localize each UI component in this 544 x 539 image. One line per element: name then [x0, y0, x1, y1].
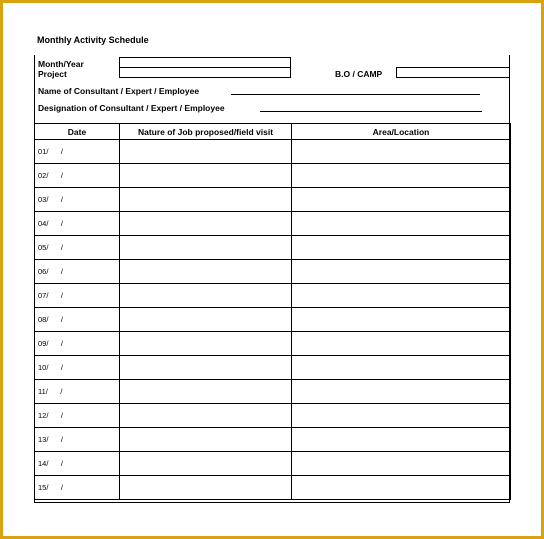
location-cell[interactable]	[292, 404, 511, 428]
location-cell[interactable]	[292, 236, 511, 260]
job-cell[interactable]	[120, 212, 292, 236]
job-header: Nature of Job proposed/field visit	[120, 124, 292, 140]
date-cell: 14/ /	[35, 452, 120, 476]
schedule-table	[34, 123, 511, 500]
location-cell[interactable]	[292, 284, 511, 308]
bo-camp-label: B.O / CAMP	[335, 69, 383, 79]
job-cell[interactable]	[120, 308, 292, 332]
date-cell: 03/ /	[35, 188, 120, 212]
month-year-label: Month/Year	[38, 59, 84, 69]
date-cell: 11/ /	[35, 380, 120, 404]
job-cell[interactable]	[120, 452, 292, 476]
location-cell[interactable]	[292, 164, 511, 188]
date-cell: 05/ /	[35, 236, 120, 260]
table-row	[35, 140, 511, 164]
date-cell: 06/ /	[35, 260, 120, 284]
location-cell[interactable]	[292, 212, 511, 236]
table-row	[35, 332, 511, 356]
date-cell: 04/ /	[35, 212, 120, 236]
location-cell[interactable]	[292, 452, 511, 476]
job-cell[interactable]	[120, 380, 292, 404]
location-cell[interactable]	[292, 380, 511, 404]
date-cell: 13/ /	[35, 428, 120, 452]
date-cell: 07/ /	[35, 284, 120, 308]
table-row	[35, 476, 511, 500]
date-cell: 01/ /	[35, 140, 120, 164]
job-cell[interactable]	[120, 140, 292, 164]
job-cell[interactable]	[120, 356, 292, 380]
table-row	[35, 380, 511, 404]
table-row	[35, 404, 511, 428]
job-cell[interactable]	[120, 284, 292, 308]
job-cell[interactable]	[120, 188, 292, 212]
job-cell[interactable]	[120, 164, 292, 188]
project-label: Project	[38, 69, 67, 79]
table-row	[35, 236, 511, 260]
location-cell[interactable]	[292, 140, 511, 164]
location-cell[interactable]	[292, 428, 511, 452]
table-row	[35, 452, 511, 476]
date-cell: 10/ /	[35, 356, 120, 380]
location-cell[interactable]	[292, 308, 511, 332]
location-cell[interactable]	[292, 476, 511, 500]
table-row	[35, 308, 511, 332]
date-cell: 12/ /	[35, 404, 120, 428]
date-cell: 02/ /	[35, 164, 120, 188]
date-header: Date	[35, 124, 120, 140]
job-cell[interactable]	[120, 476, 292, 500]
job-cell[interactable]	[120, 260, 292, 284]
date-cell: 09/ /	[35, 332, 120, 356]
table-row	[35, 212, 511, 236]
job-cell[interactable]	[120, 404, 292, 428]
location-cell[interactable]	[292, 356, 511, 380]
bo-camp-field[interactable]	[396, 67, 510, 78]
location-cell[interactable]	[292, 260, 511, 284]
designation-label: Designation of Consultant / Expert / Employee	[38, 103, 225, 113]
table-header-row	[35, 124, 511, 140]
table-row	[35, 260, 511, 284]
consultant-name-line[interactable]	[231, 94, 480, 95]
table-row	[35, 164, 511, 188]
job-cell[interactable]	[120, 236, 292, 260]
designation-line[interactable]	[260, 111, 482, 112]
consultant-name-label: Name of Consultant / Expert / Employee	[38, 86, 200, 96]
table-row	[35, 284, 511, 308]
location-cell[interactable]	[292, 188, 511, 212]
table-row	[35, 188, 511, 212]
table-row	[35, 356, 511, 380]
date-cell: 15/ /	[35, 476, 120, 500]
location-cell[interactable]	[292, 332, 511, 356]
form-title: Monthly Activity Schedule	[37, 35, 149, 45]
location-header: Area/Location	[292, 124, 511, 140]
job-cell[interactable]	[120, 332, 292, 356]
table-row	[35, 428, 511, 452]
job-cell[interactable]	[120, 428, 292, 452]
project-field[interactable]	[119, 67, 291, 78]
date-cell: 08/ /	[35, 308, 120, 332]
